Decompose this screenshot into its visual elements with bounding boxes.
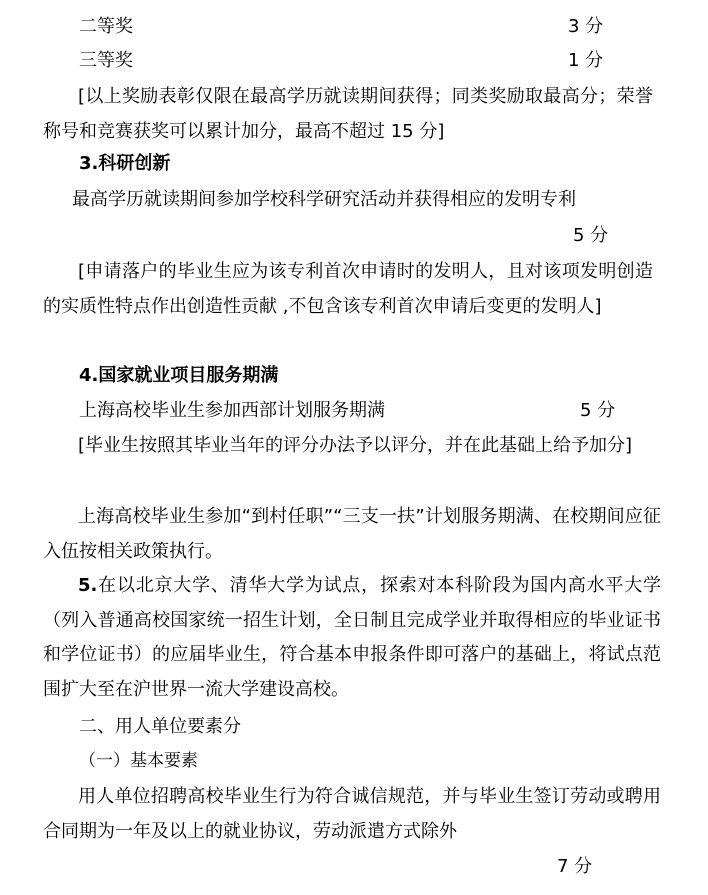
- national-service-score: 5 分: [580, 400, 616, 421]
- award-second-label: 二等奖: [79, 16, 133, 37]
- national-service-item: 上海高校毕业生参加西部计划服务期满: [79, 400, 385, 421]
- research-note: [申请落户的毕业生应为该专利首次申请时的发明人，且对该项发明创造的实质性特点作出创造性贡献 ,不包含该专利首次申请后变更的发明人]: [43, 261, 653, 317]
- award-third-label: 三等奖: [79, 50, 133, 71]
- employer-text: 用人单位招聘高校毕业生行为符合诚信规范，并与毕业生签订劳动或聘用合同期为一年及以上的就业协议，劳动派遣方式除外: [43, 786, 661, 842]
- employer-heading: 二、用人单位要素分: [79, 716, 241, 737]
- pilot-text: 在以北京大学、清华大学为试点，探索对本科阶段为国内高水平大学（列入普通高校国家统一招生计划，全日制且完成学业并取得相应的毕业证书和学位证书）的应届毕业生，符合基本申报条件即可落户的基础上，将试点范围扩大至在沪世界一流大学建设高校。: [43, 575, 661, 700]
- award-second-score: 3 分: [568, 16, 604, 37]
- pilot-number: 5.: [78, 575, 98, 596]
- pilot-paragraph: [43, 569, 661, 707]
- employer-score: 7 分: [557, 856, 593, 877]
- national-service-note: [毕业生按照其毕业当年的评分办法予以评分，并在此基础上给予加分]: [78, 435, 633, 456]
- award-third-score: 1 分: [568, 50, 604, 71]
- research-item: 最高学历就读期间参加学校科学研究活动并获得相应的发明专利: [72, 189, 576, 210]
- national-service-paragraph: 上海高校毕业生参加“到村任职”“三支一扶”计划服务期满、在校期间应征入伍按相关政策执行。: [43, 506, 661, 562]
- national-service-heading: 4.国家就业项目服务期满: [79, 365, 279, 386]
- employer-subheading: （一）基本要素: [79, 751, 198, 771]
- research-heading: 3.科研创新: [79, 153, 171, 174]
- research-score: 5 分: [573, 225, 609, 246]
- award-note: [以上奖励表彰仅限在最高学历就读期间获得；同类奖励取最高分；荣誉称号和竞赛获奖可以累计加分，最高不超过 15 分]: [43, 86, 653, 142]
